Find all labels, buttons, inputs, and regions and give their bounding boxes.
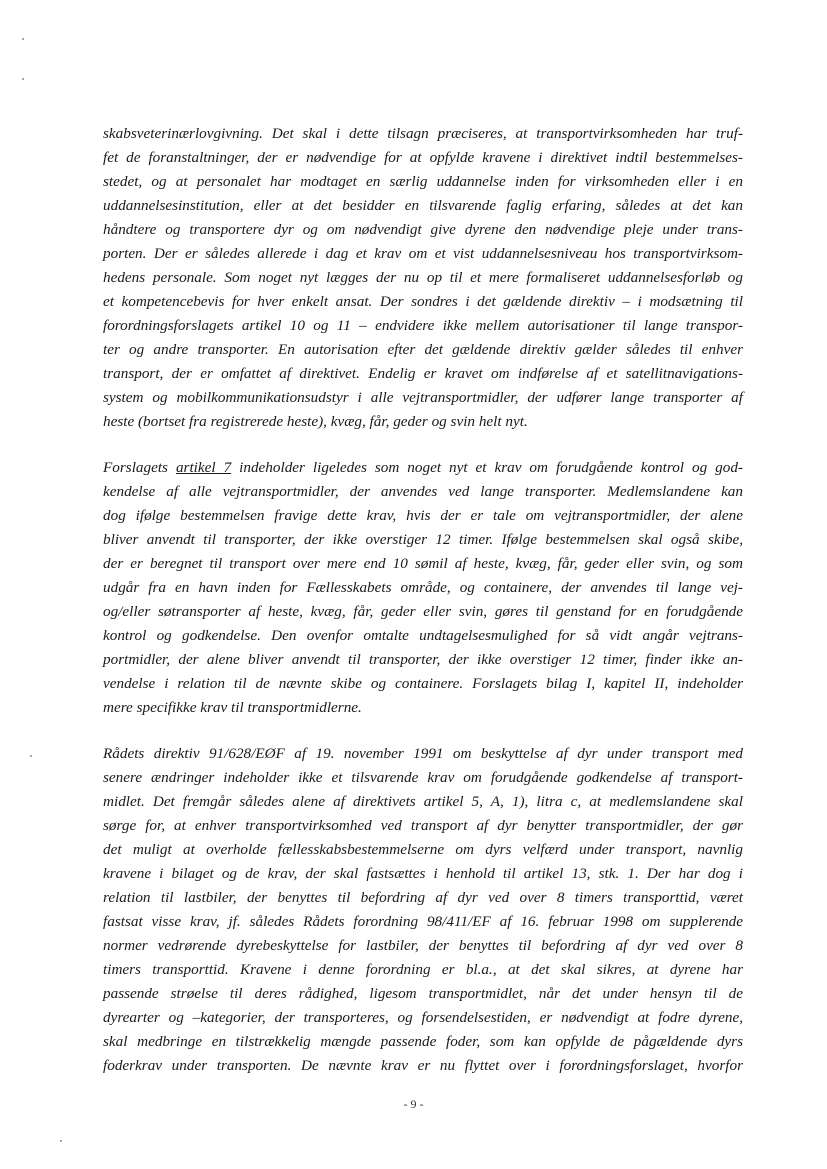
text-line: kontrol og godkendelse. Den ovenfor omtalte undtagelsesmulighed for så vidt angår vejtrans-	[103, 627, 743, 644]
text-line: bliver anvendt til transporter, der ikke overstiger 12 timer. Ifølge bestemmelsen skal også skibe,	[103, 531, 743, 548]
text-fragment: Forslagets	[103, 459, 176, 476]
text-line	[103, 456, 743, 480]
text-line: senere ændringer indeholder ikke et tilsvarende krav om forudgående godkendelse af transport-	[103, 769, 743, 786]
text-line: der er beregnet til transport over mere end 10 sømil af heste, kvæg, får, geder eller svin, og som	[103, 555, 743, 572]
text-line: passende strøelse til deres rådighed, ligesom transportmidlet, når det under hensyn til de	[103, 985, 743, 1002]
article-7-link[interactable]: artikel 7	[175, 459, 232, 476]
text-line: kravene i bilaget og de krav, der skal fastsættes i henhold til artikel 13, stk. 1. Der har dog i	[103, 865, 743, 882]
text-line: hedens personale. Som noget nyt lægges der nu op til et mere formaliseret uddannelsesforløb og	[103, 269, 743, 286]
text-line: heste (bortset fra registrerede heste), kvæg, får, geder og svin helt nyt.	[103, 413, 528, 430]
paragraph-1	[103, 122, 743, 434]
text-fragment: indeholder ligeledes som noget nyt et krav om forudgående kontrol og god-	[231, 459, 743, 476]
text-line: det muligt at overholde fællesskabsbestemmelserne om dyrs velfærd under transport, navnlig	[103, 841, 743, 858]
scan-speck	[22, 38, 24, 40]
text-line: system og mobilkommunikationsudstyr i alle vejtransportmidler, der udfører lange transporter af	[103, 389, 743, 406]
text-line: og/eller søtransporter af heste, kvæg, får, geder eller svin, gøres til genstand for en forudgående	[103, 603, 743, 620]
scan-speck	[30, 755, 32, 757]
text-line: timers transporttid. Kravene i denne forordning er bl.a., at det skal sikres, at dyrene har	[103, 961, 743, 978]
scan-speck	[22, 78, 24, 80]
text-line: et kompetencebevis for hver enkelt ansat. Der sondres i det gældende direktiv – i modsætning til	[103, 293, 743, 310]
text-line: stedet, og at personalet har modtaget en særlig uddannelse inden for virksomheden eller i en	[103, 173, 743, 190]
text-line: skal medbringe en tilstrækkelig mængde passende foder, som kan opfylde de pågældende dyrs	[103, 1033, 743, 1050]
text-line: vendelse i relation til de nævnte skibe og containere. Forslagets bilag I, kapitel II, indeholder	[103, 675, 743, 692]
text-line: transport, der er omfattet af direktivet. Endelig er kravet om indførelse af et satellitnavigations-	[103, 365, 743, 382]
text-line: kendelse af alle vejtransportmidler, der anvendes ved lange transporter. Medlemslandene kan	[103, 483, 743, 500]
paragraph-2	[103, 456, 743, 720]
document-body	[103, 122, 743, 1100]
text-line: midlet. Det fremgår således alene af direktivets artikel 5, A, 1), litra c, at medlemslandene skal	[103, 793, 743, 810]
text-line: skabsveterinærlovgivning. Det skal i dette tilsagn præciseres, at transportvirksomheden har truf-	[103, 125, 743, 142]
text-line: forordningsforslagets artikel 10 og 11 – endvidere ikke mellem autorisationer til lange transpor-	[103, 317, 743, 334]
text-line: ter og andre transporter. En autorisation efter det gældende direktiv gælder således til enhver	[103, 341, 743, 358]
paragraph-3	[103, 742, 743, 1078]
text-line: normer vedrørende dyrebeskyttelse for lastbiler, der benyttes til befordring af dyr ved over 8	[103, 937, 743, 954]
page-number: - 9 -	[403, 1097, 424, 1111]
text-line: sørge for, at enhver transportvirksomhed ved transport af dyr benytter transportmidler, der gør	[103, 817, 743, 834]
text-line: udgår fra en havn inden for Fællesskabets område, og containere, der anvendes til lange vej-	[103, 579, 743, 596]
text-line: fastsat visse krav, jf. således Rådets forordning 98/411/EF af 16. februar 1998 om supplerende	[103, 913, 743, 930]
text-line: håndtere og transportere dyr og om nødvendigt give dyrene den nødvendige pleje under trans-	[103, 221, 743, 238]
scan-speck	[60, 1140, 62, 1142]
text-line: fet de foranstaltninger, der er nødvendige for at opfylde kravene i direktivet indtil bestemmelses-	[103, 149, 743, 166]
text-line: dog ifølge bestemmelsen fravige dette krav, hvis der er tale om vejtransportmidler, der alene	[103, 507, 743, 524]
text-line: portmidler, der alene bliver anvendt til transporter, der ikke overstiger 12 timer, finder ikke an-	[103, 651, 743, 668]
text-line: Rådets direktiv 91/628/EØF af 19. november 1991 om beskyttelse af dyr under transport med	[103, 745, 743, 762]
text-line: mere specifikke krav til transportmidlerne.	[103, 699, 362, 716]
text-line: relation til lastbiler, der benyttes til befordring af dyr ved over 8 timers transporttid, været	[103, 889, 743, 906]
text-line: porten. Der er således allerede i dag et krav om et vist uddannelsesniveau hos transportvirksom-	[103, 245, 743, 262]
text-line: dyrearter og –kategorier, der transporteres, og forsendelsestiden, er nødvendigt at fodre dyrene,	[103, 1009, 743, 1026]
text-line: uddannelsesinstitution, eller at det besidder en tilsvarende faglig erfaring, således at det kan	[103, 197, 743, 214]
text-line: foderkrav under transporten. De nævnte krav er nu flyttet over i forordningsforslaget, hvorfor	[103, 1057, 743, 1074]
